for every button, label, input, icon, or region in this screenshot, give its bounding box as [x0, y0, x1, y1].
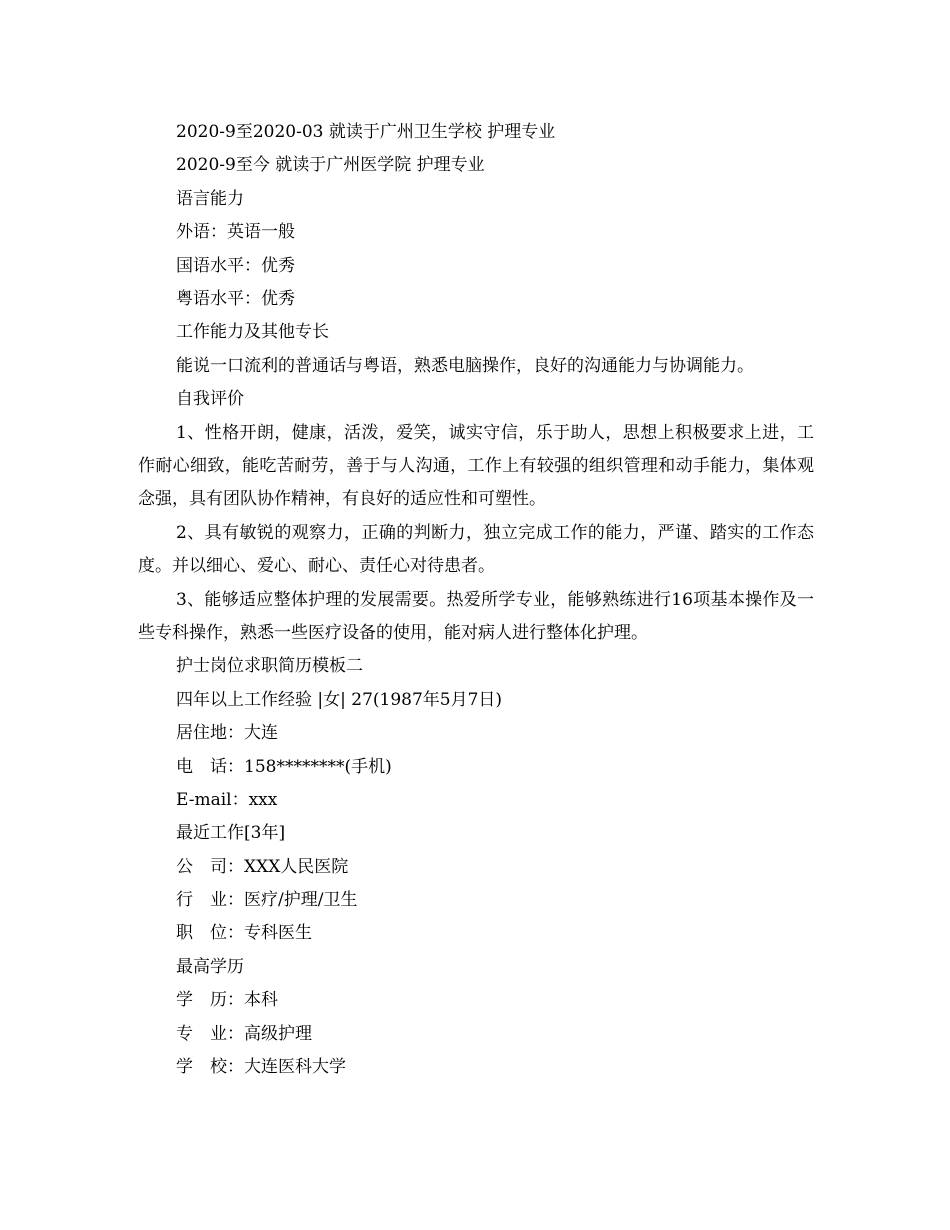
self-eval-paragraph-1: 1、性格开朗，健康，活泼，爱笑，诚实守信，乐于助人，思想上积极要求上进，工作耐心细致，能吃苦耐劳，善于与人沟通，工作上有较强的组织管理和动手能力，集体观念强，具有团队协作精神，有良好的适应性和可塑性。 [138, 422, 814, 510]
document-body [138, 116, 814, 1084]
industry-line: 行 业：医疗/护理/卫生 [176, 890, 358, 911]
recent-job-heading: 最近工作[3年] [176, 823, 286, 844]
phone-line: 电 话：158********(手机) [176, 756, 392, 777]
education-line-1: 2020-9至2020-03 就读于广州卫生学校 护理专业 [176, 122, 556, 142]
email-line: E-mail：xxx [176, 789, 278, 810]
self-eval-paragraph-3: 3、能够适应整体护理的发展需要。热爱所学专业，能够熟练进行16项基本操作及一些专科操作，熟悉一些医疗设备的使用，能对病人进行整体化护理。 [138, 589, 814, 643]
skills-text: 能说一口流利的普通话与粤语，熟悉电脑操作，良好的沟通能力与协调能力。 [176, 355, 754, 376]
language-mandarin: 国语水平：优秀 [176, 255, 295, 276]
major-line: 专 业：高级护理 [176, 1023, 312, 1044]
degree-line: 学 历：本科 [176, 990, 278, 1011]
education-line-2: 2020-9至今 就读于广州医学院 护理专业 [176, 155, 485, 176]
template2-title: 护士岗位求职简历模板二 [176, 656, 363, 677]
position-line: 职 位：专科医生 [176, 923, 312, 944]
template2-summary: 四年以上工作经验 |女| 27(1987年5月7日) [176, 689, 503, 710]
company-line: 公 司：XXX人民医院 [176, 856, 349, 877]
language-heading: 语言能力 [176, 188, 244, 209]
language-cantonese: 粤语水平：优秀 [176, 288, 295, 309]
self-eval-paragraph-2: 2、具有敏锐的观察力，正确的判断力，独立完成工作的能力，严谨、踏实的工作态度。并以细心、爱心、耐心、责任心对待患者。 [138, 522, 814, 577]
skills-heading: 工作能力及其他专长 [176, 322, 329, 343]
language-foreign: 外语：英语一般 [176, 222, 295, 243]
education-heading: 最高学历 [176, 956, 244, 977]
residence-line: 居住地：大连 [176, 723, 278, 744]
school-line: 学 校：大连医科大学 [176, 1057, 346, 1078]
self-eval-heading: 自我评价 [176, 389, 244, 410]
